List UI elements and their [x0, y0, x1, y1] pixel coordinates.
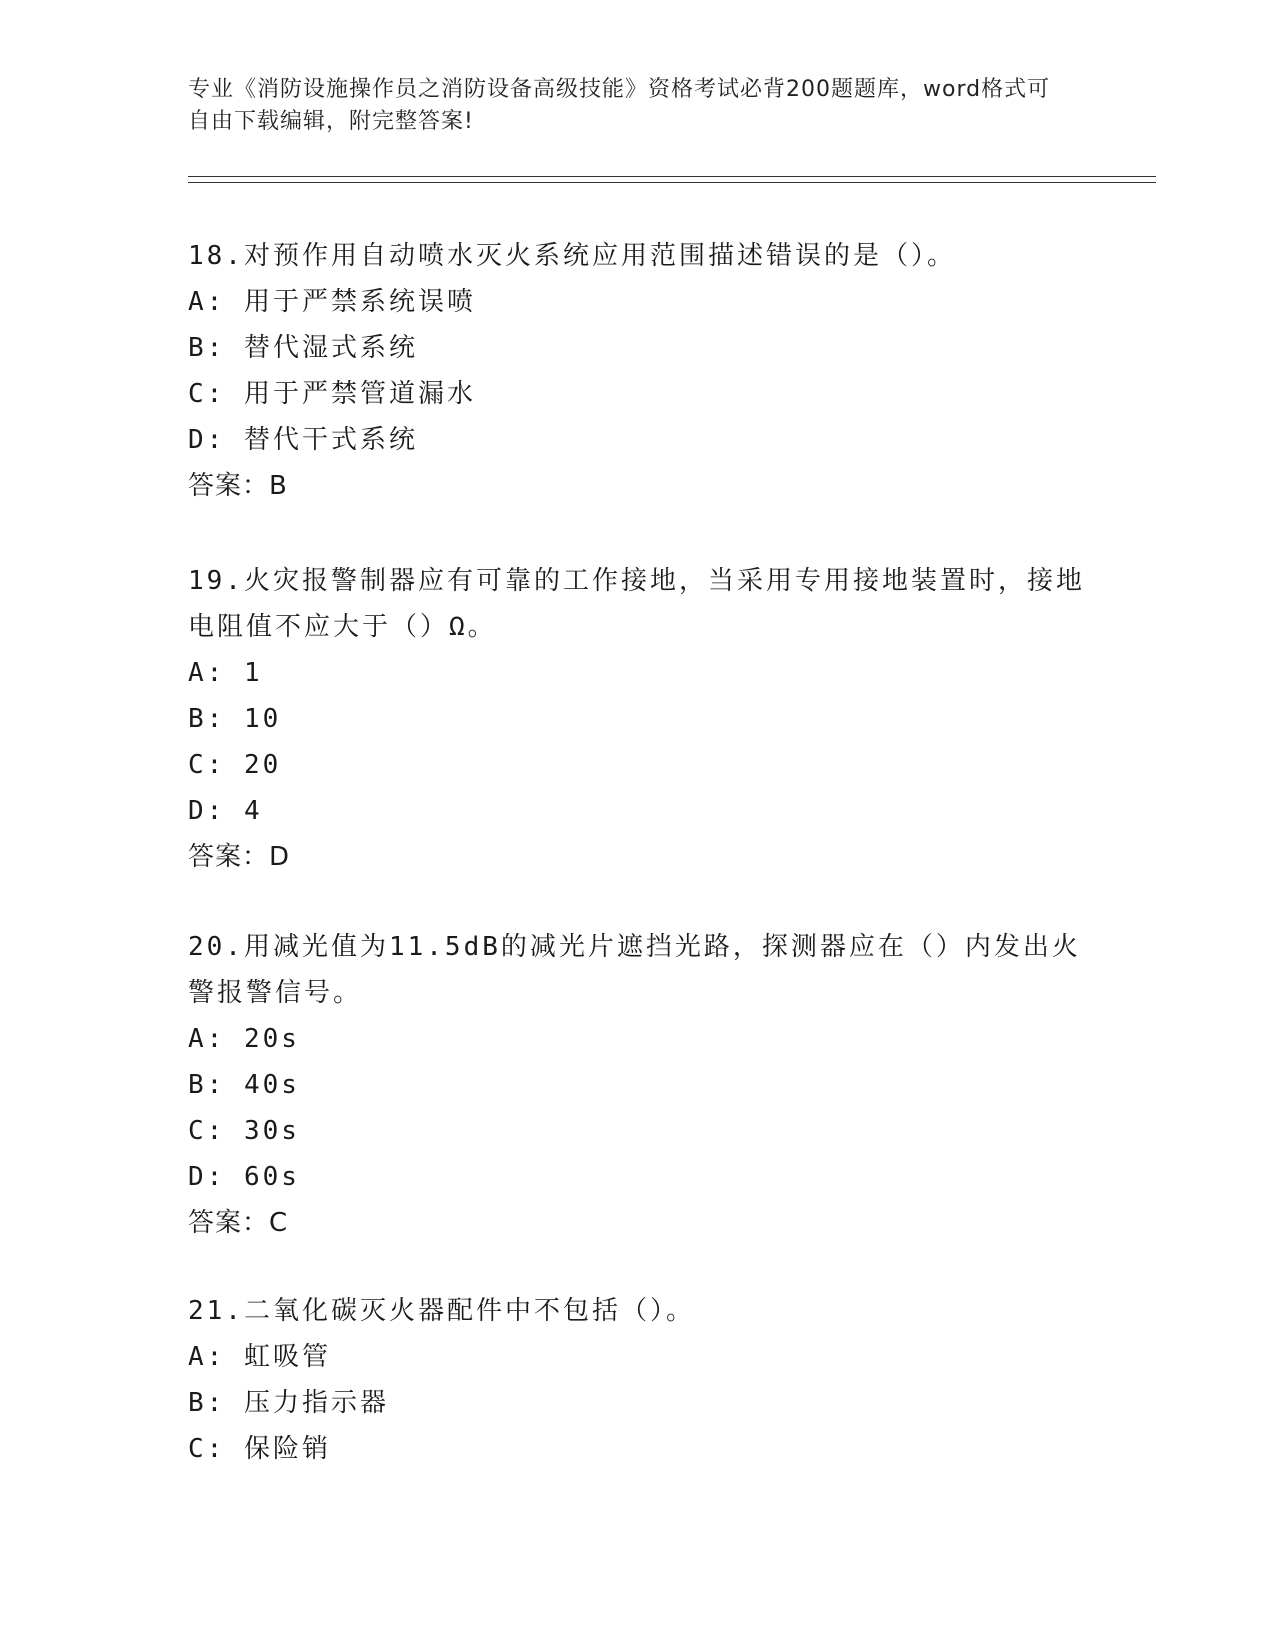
option-b: B: 10: [188, 704, 282, 734]
option-c: C: 30s: [188, 1116, 300, 1146]
option-c: C: 用于严禁管道漏水: [188, 379, 476, 409]
question-stem: 18.对预作用自动喷水灭火系统应用范围描述错误的是（）。: [188, 241, 956, 271]
option-a: A: 用于严禁系统误喷: [188, 287, 476, 317]
answer: 答案：C: [188, 1208, 289, 1238]
header-divider-top: [188, 176, 1156, 177]
question-18: [188, 233, 1088, 509]
question-19: [188, 558, 1088, 880]
option-d: D: 60s: [188, 1162, 300, 1192]
question-20: [188, 924, 1088, 1246]
option-c: C: 20: [188, 750, 282, 780]
option-b: B: 压力指示器: [188, 1388, 389, 1418]
option-a: A: 20s: [188, 1024, 300, 1054]
question-stem: 21.二氧化碳灭火器配件中不包括（）。: [188, 1296, 695, 1326]
option-a: A: 虹吸管: [188, 1342, 331, 1372]
document-header: 专业《消防设施操作员之消防设备高级技能》资格考试必背200题题库，word格式可自由下载编辑，附完整答案!: [188, 77, 1051, 134]
option-c: C: 保险销: [188, 1434, 331, 1464]
answer: 答案：B: [188, 471, 288, 501]
question-stem: 20.用减光值为11.5dB的减光片遮挡光路，探测器应在（）内发出火警报警信号。: [188, 932, 1081, 1008]
question-stem: 19.火灾报警制器应有可靠的工作接地，当采用专用接地装置时，接地电阻值不应大于（）Ω。: [188, 566, 1085, 642]
question-21: [188, 1288, 1088, 1472]
answer: 答案：D: [188, 842, 291, 872]
option-d: D: 4: [188, 796, 263, 826]
option-d: D: 替代干式系统: [188, 425, 418, 455]
option-b: B: 替代湿式系统: [188, 333, 418, 363]
option-b: B: 40s: [188, 1070, 300, 1100]
header-divider-bottom: [188, 182, 1156, 183]
option-a: A: 1: [188, 658, 263, 688]
